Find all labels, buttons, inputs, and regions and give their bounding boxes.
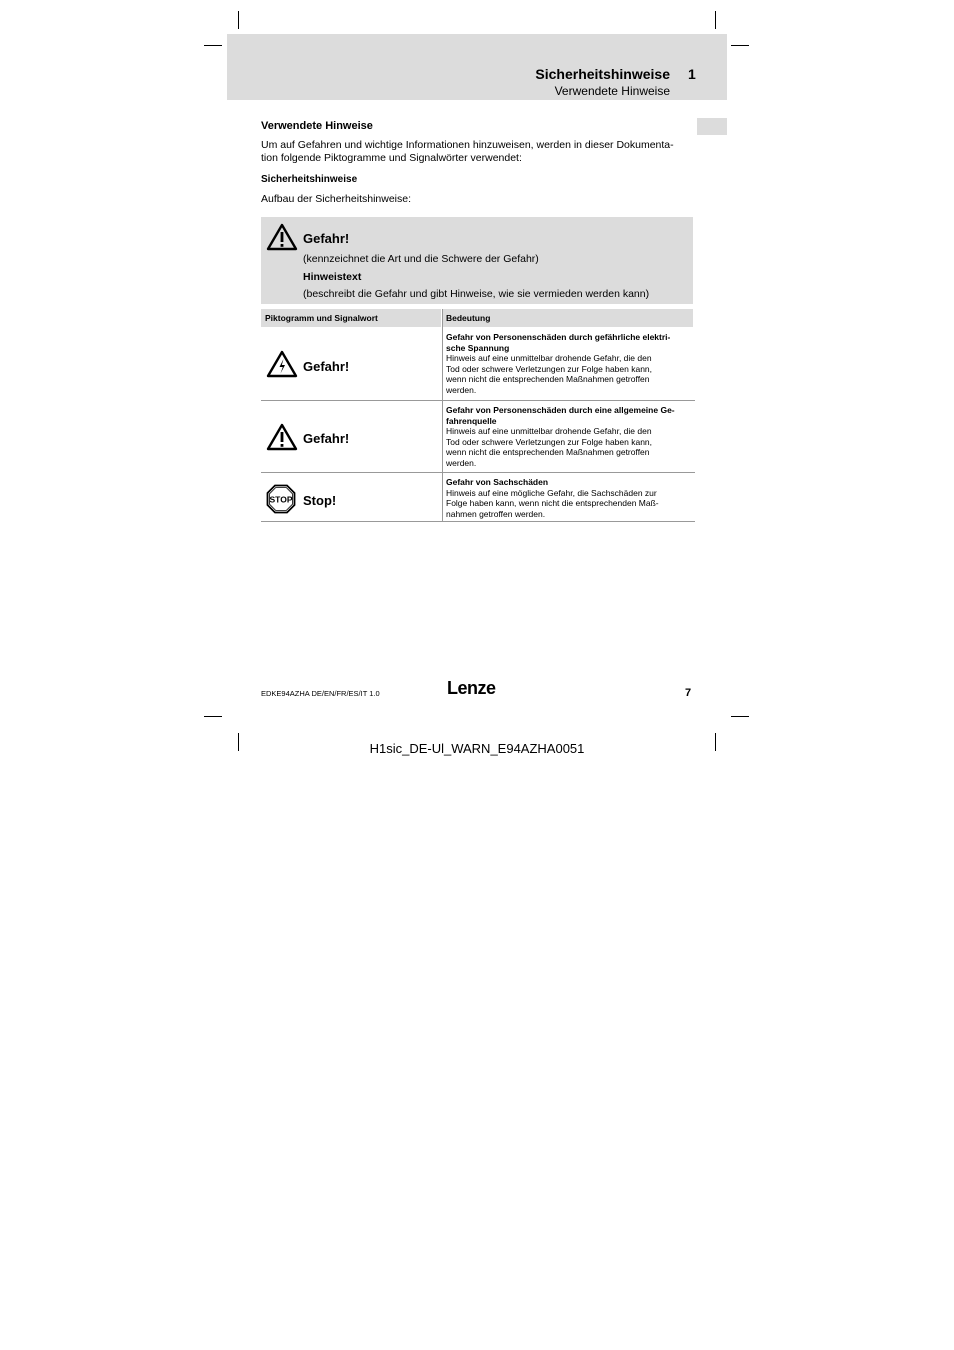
warning-triangle-icon xyxy=(266,223,298,256)
desc-title: Gefahr von Sachschäden xyxy=(446,477,549,487)
row-divider xyxy=(261,400,695,401)
desc-text: wenn nicht die entsprechenden Maßnahmen getroffen xyxy=(446,374,650,384)
intro-line: Um auf Gefahren und wichtige Informationen hinzuweisen, werden in dieser Dokumenta- xyxy=(261,139,674,151)
file-code: H1sic_DE-Ul_WARN_E94AZHA0051 xyxy=(369,741,585,756)
chapter-title: Sicherheitshinweise xyxy=(535,66,670,82)
desc-text: Hinweis auf eine unmittelbar drohende Gefahr, die den xyxy=(446,353,652,363)
notice-description: (beschreibt die Gefahr und gibt Hinweise, wie sie vermieden werden kann) xyxy=(303,288,650,300)
table-divider xyxy=(442,309,443,522)
desc-text: werden. xyxy=(446,457,477,468)
crop-mark xyxy=(731,45,749,46)
section-subtitle: Verwendete Hinweise xyxy=(554,84,670,98)
desc-text: Hinweis auf eine mögliche Gefahr, die Sachschäden zur xyxy=(446,487,657,498)
row-divider xyxy=(261,521,695,522)
example-notice-box xyxy=(261,217,693,304)
signal-word: Stop! xyxy=(303,493,337,508)
intro-line: tion folgende Piktogramme und Signalwörter verwendet: xyxy=(261,152,522,164)
desc-text: nahmen getroffen werden. xyxy=(446,508,546,519)
desc-title: Gefahr von Personenschäden durch gefährliche elektri- xyxy=(446,332,671,342)
general-hazard-icon xyxy=(266,423,298,456)
intro-paragraph xyxy=(261,139,697,165)
subsection-title: Sicherheitshinweise xyxy=(261,174,358,185)
desc-text: Tod oder schwere Verletzungen zur Folge haben kann, xyxy=(446,436,653,447)
table-row-description xyxy=(446,477,690,519)
table-row-description xyxy=(446,405,690,468)
chapter-number: 1 xyxy=(688,66,696,82)
crop-mark xyxy=(731,716,749,717)
desc-title: sche Spannung xyxy=(446,342,510,353)
crop-mark xyxy=(715,11,716,29)
row-divider xyxy=(261,472,695,473)
lenze-logo: Lenze xyxy=(447,678,496,698)
signal-word: Gefahr! xyxy=(303,431,350,446)
section-title: Verwendete Hinweise xyxy=(261,120,373,132)
table-header-meaning: Bedeutung xyxy=(443,309,693,327)
thumb-tab xyxy=(697,118,727,135)
table-header-pictogram: Piktogramm und Signalwort xyxy=(261,309,441,327)
structure-label: Aufbau der Sicherheitshinweise: xyxy=(261,193,412,205)
signal-word: Gefahr! xyxy=(303,359,350,374)
page-number: 7 xyxy=(685,687,692,699)
desc-text: Hinweis auf eine unmittelbar drohende Gefahr, die den xyxy=(446,426,652,436)
crop-mark xyxy=(204,716,222,717)
stop-sign-text: STOP xyxy=(269,494,293,505)
desc-title: fahrenquelle xyxy=(446,415,497,426)
crop-mark xyxy=(204,45,222,46)
desc-text: Tod oder schwere Verletzungen zur Folge haben kann, xyxy=(446,363,653,374)
desc-title: Gefahr von Personenschäden durch eine allgemeine Ge- xyxy=(446,405,675,415)
desc-text: Folge haben kann, wenn nicht die entsprechenden Maß- xyxy=(446,498,659,508)
electric-hazard-icon xyxy=(266,350,298,383)
stop-sign-icon xyxy=(266,484,296,519)
signal-word: Gefahr! xyxy=(303,231,350,246)
desc-text: wenn nicht die entsprechenden Maßnahmen getroffen xyxy=(446,447,650,457)
desc-text: werden. xyxy=(446,384,477,395)
crop-mark xyxy=(238,11,239,29)
notice-heading: Hinweistext xyxy=(303,271,362,283)
document-id: EDKE94AZHA DE/EN/FR/ES/IT 1.0 xyxy=(261,689,380,698)
notice-type-text: (kennzeichnet die Art und die Schwere der Gefahr) xyxy=(303,253,539,265)
table-row-description xyxy=(446,332,690,395)
